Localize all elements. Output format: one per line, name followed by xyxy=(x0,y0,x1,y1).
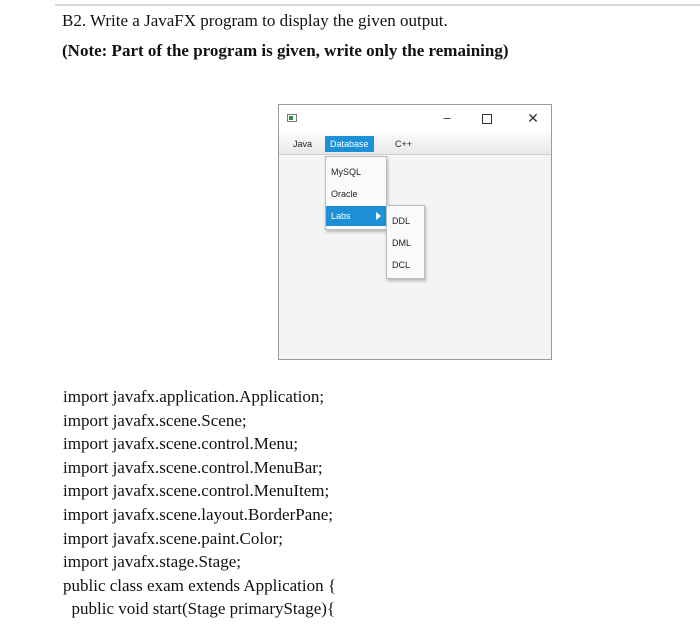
menu-cpp[interactable]: C++ xyxy=(395,139,413,149)
code-line: import javafx.application.Application; xyxy=(63,387,325,406)
code-line: import javafx.scene.control.MenuItem; xyxy=(63,481,330,501)
code-line: public void start(Stage primaryStage){ xyxy=(63,599,336,619)
maximize-button[interactable] xyxy=(477,109,497,127)
code-line: import javafx.scene.Scene; xyxy=(63,410,247,430)
code-line: import javafx.scene.layout.BorderPane; xyxy=(63,504,334,524)
menu-item-dcl[interactable]: DCL xyxy=(392,260,411,270)
menu-item-dml[interactable]: DML xyxy=(392,238,412,248)
labs-submenu xyxy=(386,205,425,279)
submenu-arrow-icon xyxy=(376,212,381,220)
question-title: B2. Write a JavaFX program to display the given output. xyxy=(62,11,448,30)
close-button[interactable]: ✕ xyxy=(527,110,539,126)
menu-bar xyxy=(279,133,551,155)
menu-item-mysql[interactable]: MySQL xyxy=(331,167,362,177)
menu-item-oracle[interactable]: Oracle xyxy=(331,189,358,199)
code-line: import javafx.scene.paint.Color; xyxy=(63,528,283,548)
window-titlebar xyxy=(279,105,551,133)
code-line: public class exam extends Application { xyxy=(63,575,337,595)
minimize-button[interactable]: – xyxy=(443,110,451,125)
code-listing xyxy=(63,385,336,621)
question-note: (Note: Part of the program is given, write only the remaining) xyxy=(62,41,509,60)
top-divider xyxy=(55,4,700,6)
app-icon xyxy=(287,114,297,122)
menu-database[interactable]: Database xyxy=(325,136,374,152)
code-line: import javafx.scene.control.Menu; xyxy=(63,434,299,454)
code-line: import javafx.scene.control.MenuBar; xyxy=(63,457,323,477)
menu-item-ddl[interactable]: DDL xyxy=(392,216,411,226)
database-dropdown xyxy=(325,156,387,230)
maximize-icon xyxy=(482,114,492,124)
code-line: import javafx.stage.Stage; xyxy=(63,552,241,572)
menu-java[interactable]: Java xyxy=(293,139,313,149)
menu-item-labs-label: Labs xyxy=(331,211,351,221)
javafx-window xyxy=(278,104,552,360)
menu-item-labs[interactable] xyxy=(326,206,386,226)
